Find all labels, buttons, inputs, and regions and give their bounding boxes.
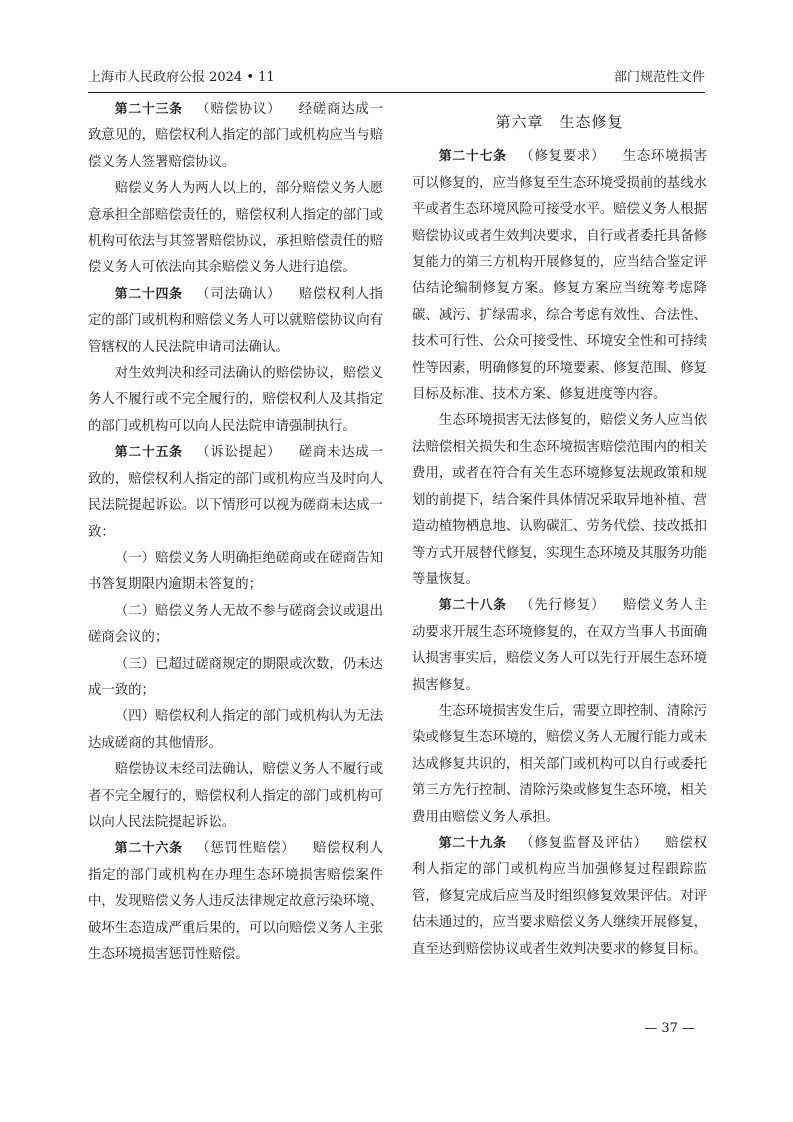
paragraph-body: 赔偿权利人指定的部门或机构和赔偿义务人可以就赔偿协议向有管辖权的人民法院申请司法确认。 — [88, 286, 384, 355]
paragraph-body: 对生效判决和经司法确认的赔偿协议，赔偿义务人不履行或不完全履行的，赔偿权利人及其指定的部门或机构可以向人民法院申请强制执行。 — [88, 366, 383, 434]
article-number: 第二十九条 — [438, 835, 507, 851]
paragraph — [88, 704, 383, 757]
paragraph-body: 赔偿义务人为两人以上的，部分赔偿义务人愿意承担全部赔偿责任的，赔偿权利人指定的部门或机构可依法与其签署赔偿协议，承担赔偿责任的赔偿义务人可依法向其余赔偿义务人进行追偿。 — [88, 181, 383, 276]
right-column — [412, 97, 707, 963]
paragraph-body: 赔偿协议未经司法确认，赔偿义务人不履行或者不完全履行的，赔偿权利人指定的部门或机构可以向人民法院提起诉讼。 — [88, 762, 383, 830]
article-paragraph — [88, 440, 383, 546]
paragraph-body: （四）赔偿权利人指定的部门或机构认为无法达成磋商的其他情形。 — [88, 709, 383, 751]
paragraph — [88, 652, 383, 705]
article-paragraph — [412, 831, 707, 963]
article-title: （司法确认） — [196, 286, 282, 302]
paragraph-body: 经磋商达成一致意见的，赔偿权利人指定的部门或机构应当与赔偿义务人签署赔偿协议。 — [88, 102, 384, 170]
paragraph-body: （三）已超过磋商规定的期限或次数，仍未达成一致的； — [88, 656, 383, 698]
article-paragraph — [412, 144, 707, 408]
article-title: （先行修复） — [520, 598, 606, 614]
paragraph-body: 生态环境损害无法修复的，赔偿义务人应当依法赔偿相关损失和生态环境损害赔偿范围内的相关费用，或者在符合有关生态环境修复法规政策和规划的前提下，结合案件具体情况采取异地补植、营造动植物栖息地、认购碳汇、劳务代偿、技改抵扣等方式开展替代修复，实现生态环境及其服务功能等量恢复。 — [412, 413, 707, 587]
chapter-title: 第六章 生态修复 — [495, 113, 624, 131]
article-paragraph — [88, 97, 383, 176]
article-number: 第二十八条 — [438, 598, 507, 614]
paragraph — [412, 699, 707, 831]
article-title: （惩罚性赔偿） — [196, 841, 296, 857]
paragraph-body: （一）赔偿义务人明确拒绝磋商或在磋商告知书答复期限内逾期未答复的； — [88, 550, 383, 593]
article-title: （赔偿协议） — [196, 102, 282, 117]
article-paragraph — [412, 593, 707, 699]
paragraph — [88, 757, 383, 836]
paragraph — [412, 408, 707, 593]
paragraph — [88, 361, 383, 440]
header-divider — [88, 92, 705, 93]
article-paragraph — [88, 836, 383, 968]
article-title: （修复监督及评估） — [520, 835, 648, 851]
article-title: （诉讼提起） — [196, 445, 282, 461]
article-paragraph — [88, 282, 383, 361]
header-section: 部门规范性文件 — [613, 70, 705, 85]
article-number: 第二十六条 — [114, 841, 183, 857]
paragraph — [88, 599, 383, 652]
page-number: — 37 — — [644, 1021, 695, 1036]
article-number: 第二十三条 — [114, 102, 183, 117]
left-column — [88, 97, 383, 968]
paragraph — [88, 176, 383, 282]
paragraph-body: 赔偿权利人指定的部门或机构在办理生态环境损害赔偿案件中，发现赔偿义务人违反法律规定故意污染环境、破坏生态造成严重后果的，可以向赔偿义务人主张生态环境损害惩罚性赔偿。 — [88, 841, 384, 962]
article-title: （修复要求） — [520, 149, 606, 165]
paragraph-body: （二）赔偿义务人无故不参与磋商会议或退出磋商会议的； — [88, 603, 383, 646]
article-number: 第二十四条 — [114, 286, 183, 302]
article-number: 第二十五条 — [114, 445, 183, 461]
paragraph-body: 磋商未达成一致的，赔偿权利人指定的部门或机构应当及时向人民法院提起诉讼。以下情形可以视为磋商未达成一致： — [88, 445, 384, 540]
paragraph-body: 生态环境损害可以修复的，应当修复至生态环境受损前的基线水平或者生态环境风险可接受水平。赔偿义务人根据赔偿协议或者生效判决要求，自行或者委托具备修复能力的第三方机构开展修复的，应当结合鉴定评估结论编制修复方案。修复方案应当统筹考虑降碳、减污、扩绿需求，综合考虑有效性、合法性、技术可行性、公众可接受性、环境安全性和可持续性等因素，明确修复的环境要素、修复范围、修复目标及标准、技术方案、修复进度等内容。 — [412, 149, 708, 403]
article-number: 第二十七条 — [438, 149, 507, 165]
paragraph — [88, 546, 383, 599]
paragraph-body: 赔偿义务人主动要求开展生态环境修复的，在双方当事人书面确认损害事实后，赔偿义务人可以先行开展生态环境损害修复。 — [412, 598, 708, 693]
paragraph-body: 生态环境损害发生后，需要立即控制、清除污染或修复生态环境的，赔偿义务人无履行能力或未达成修复共识的，相关部门或机构可以自行或委托第三方先行控制、清除污染或修复生态环境，相关费用由赔偿义务人承担。 — [412, 703, 707, 825]
paragraph-body: 赔偿权利人指定的部门或机构应当加强修复过程跟踪监管，修复完成后应当及时组织修复效果评估。对评估未通过的，应当要求赔偿义务人继续开展修复，直至达到赔偿协议或者生效判决要求的修复目标。 — [412, 835, 708, 957]
header-publication: 上海市人民政府公报 2024 • 11 — [88, 70, 275, 85]
